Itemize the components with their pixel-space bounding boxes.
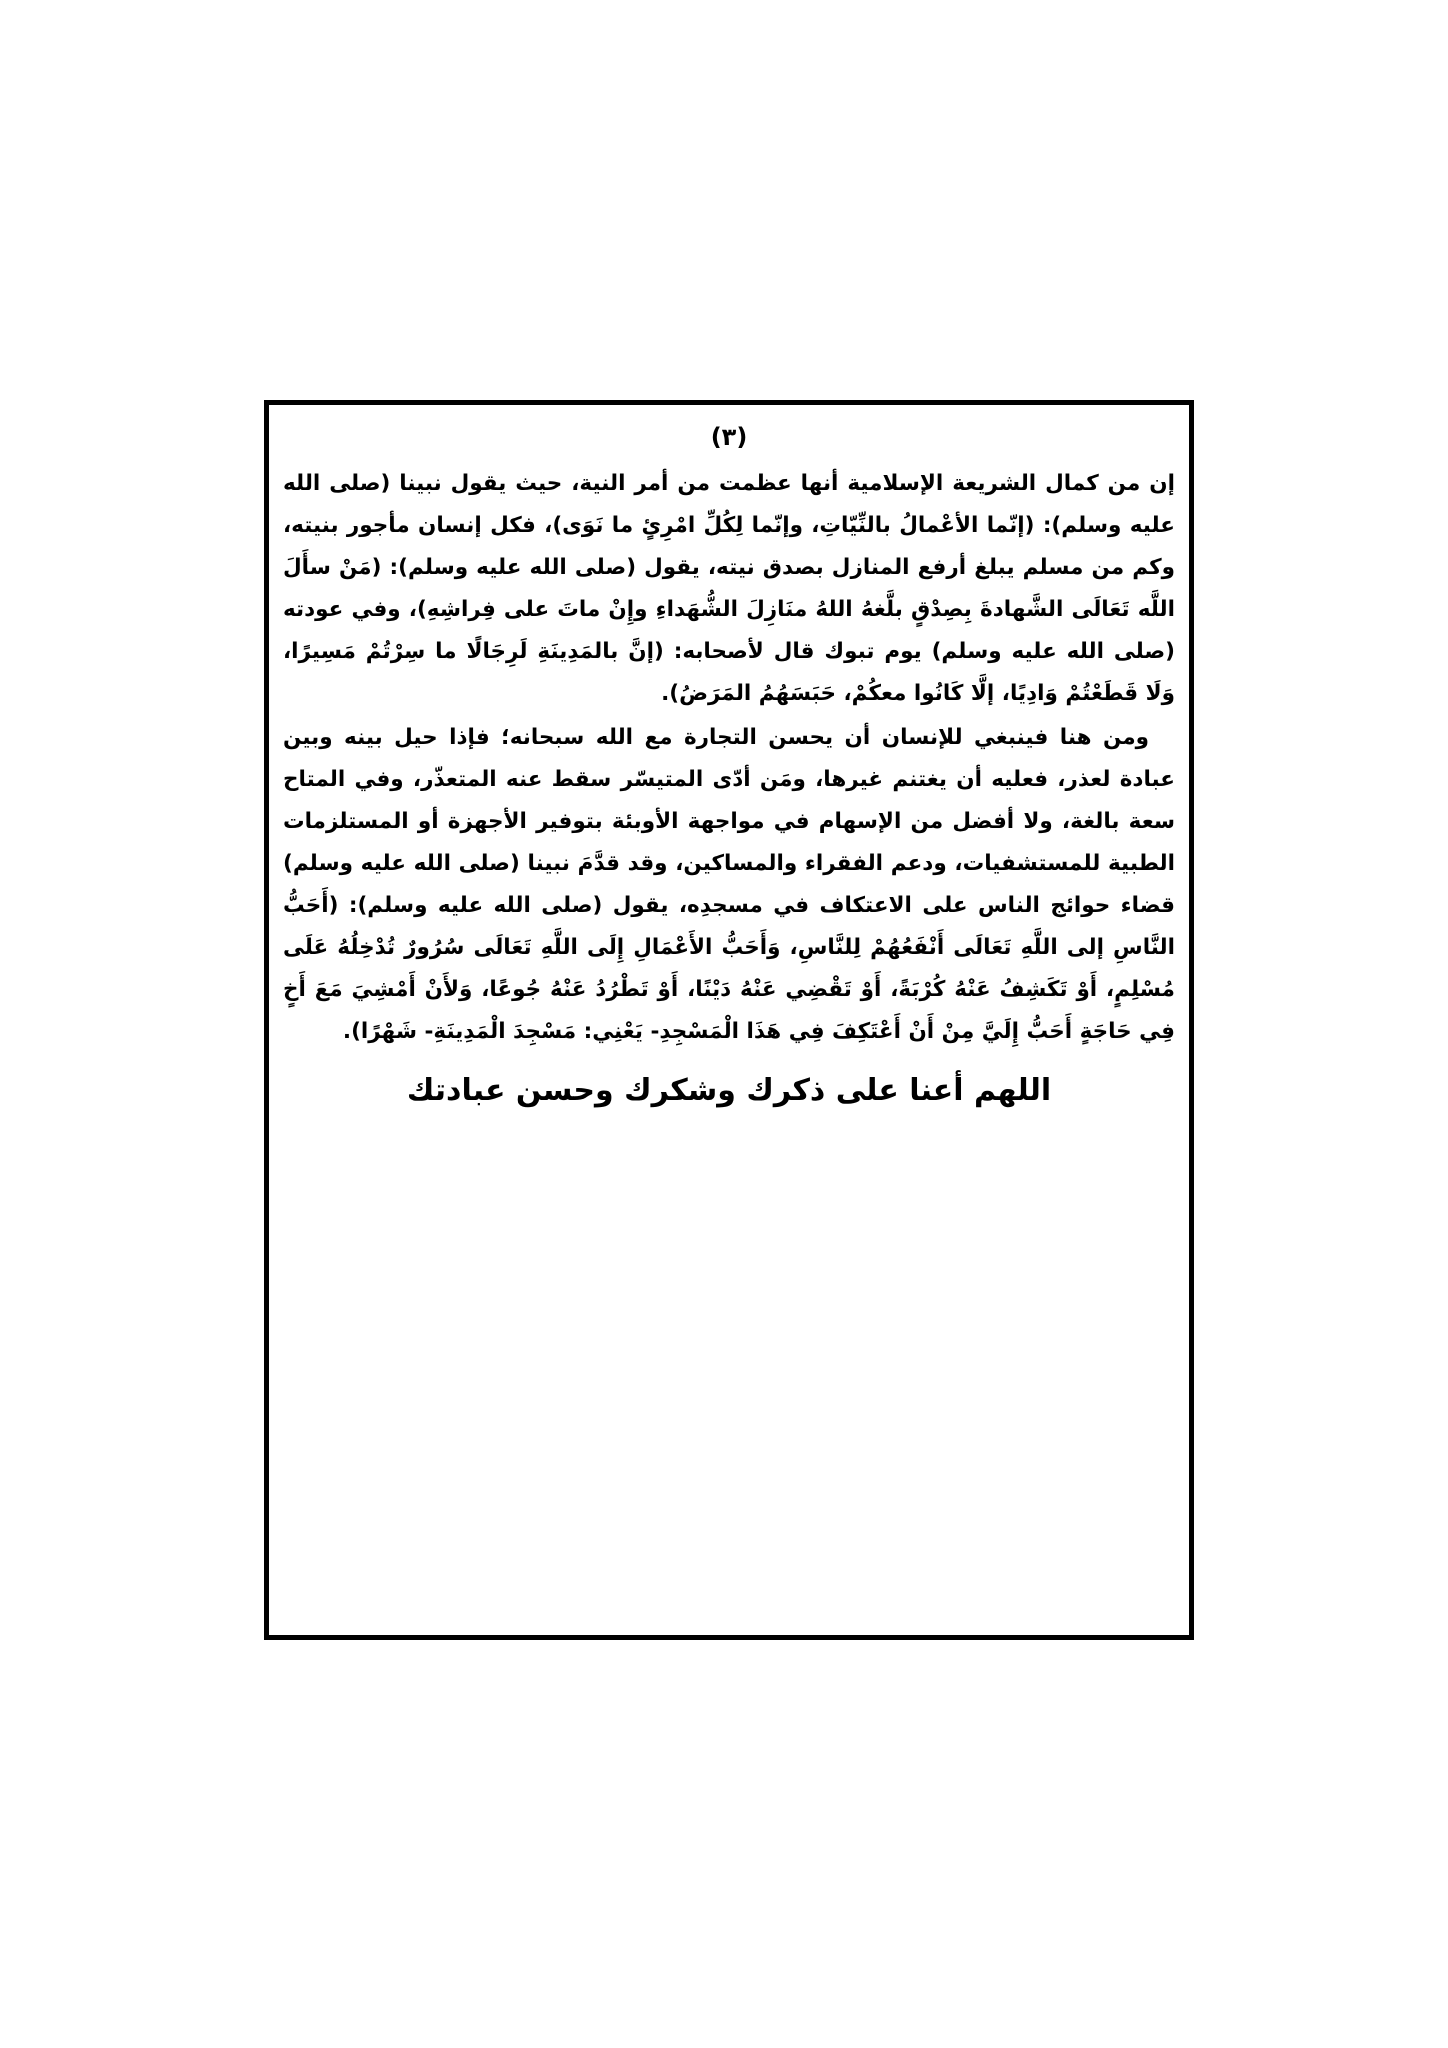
page-number: (٣): [710, 423, 748, 451]
article-body: [283, 463, 1175, 1113]
page-frame: [264, 400, 1194, 1640]
paragraph-helping-others: ومن هنا فينبغي للإنسان أن يحسن التجارة مع الله سبحانه؛ فإذا حيل بينه وبين عبادة لعذر، فعليه أن يغتنم غيرها، ومَن أدّى المتيسّر سقط عنه المتعذّر، وفي المتاح سعة بالغة، ولا أفضل من الإسهام في مواجهة الأوبئة بتوفير الأجهزة أو المستلزمات الطبية للمستشفيات، ودعم الفقراء والمساكين، وقد قدَّمَ نبينا (صلى الله عليه وسلم) قضاء حوائج الناس على الاعتكاف في مسجدِه، يقول (صلى الله عليه وسلم): (أَحَبُّ النَّاسِ إلى اللَّهِ تَعَالَى أَنْفَعُهُمْ لِلنَّاسِ، وَأَحَبُّ الأَعْمَالِ إِلَى اللَّهِ تَعَالَى سُرُورٌ تُدْخِلُهُ عَلَى مُسْلِمٍ، أَوْ تَكَشِفُ عَنْهُ كُرْبَةً، أَوْ تَقْضِي عَنْهُ دَيْنًا، أَوْ تَطْرُدُ عَنْهُ جُوعًا، وَلأَنْ أَمْشِيَ مَعَ أَخٍ فِي حَاجَةٍ أَحَبُّ إِلَيَّ مِنْ أَنْ أَعْتَكِفَ فِي هَذَا الْمَسْجِدِ- يَعْنِي: مَسْجِدَ الْمَدِينَةِ- شَهْرًا).: [283, 725, 1175, 1044]
closing-supplication: اللهم أعنا على ذكرك وشكرك وحسن عبادتك: [406, 1073, 1052, 1108]
paragraph-intention: إن من كمال الشريعة الإسلامية أنها عظمت من أمر النية، حيث يقول نبينا (صلى الله عليه وسلم): (إنّما الأعْمالُ بالنِّيّاتِ، وإنّما لِكُلِّ امْرِئٍ ما نَوَى)، فكل إنسان مأجور بنيته، وكم من مسلم يبلغ أرفع المنازل بصدق نيته، يقول (صلى الله عليه وسلم): (مَنْ سأَلَ اللَّه تَعَالَى الشَّهادةَ بِصِدْقٍ بلَّغهُ اللهُ منَازِلَ الشُّهَداءِ وإِنْ ماتَ على فِراشِهِ)، وفي عودته (صلى الله عليه وسلم) يوم تبوك قال لأصحابه: (إنَّ بالمَدِينَةِ لَرِجَالًا ما سِرْتُمْ مَسِيرًا، وَلَا قَطَعْتُمْ وَادِيًا، إلَّا كَانُوا معكُمْ، حَبَسَهُمُ المَرَضُ).: [283, 471, 1175, 706]
